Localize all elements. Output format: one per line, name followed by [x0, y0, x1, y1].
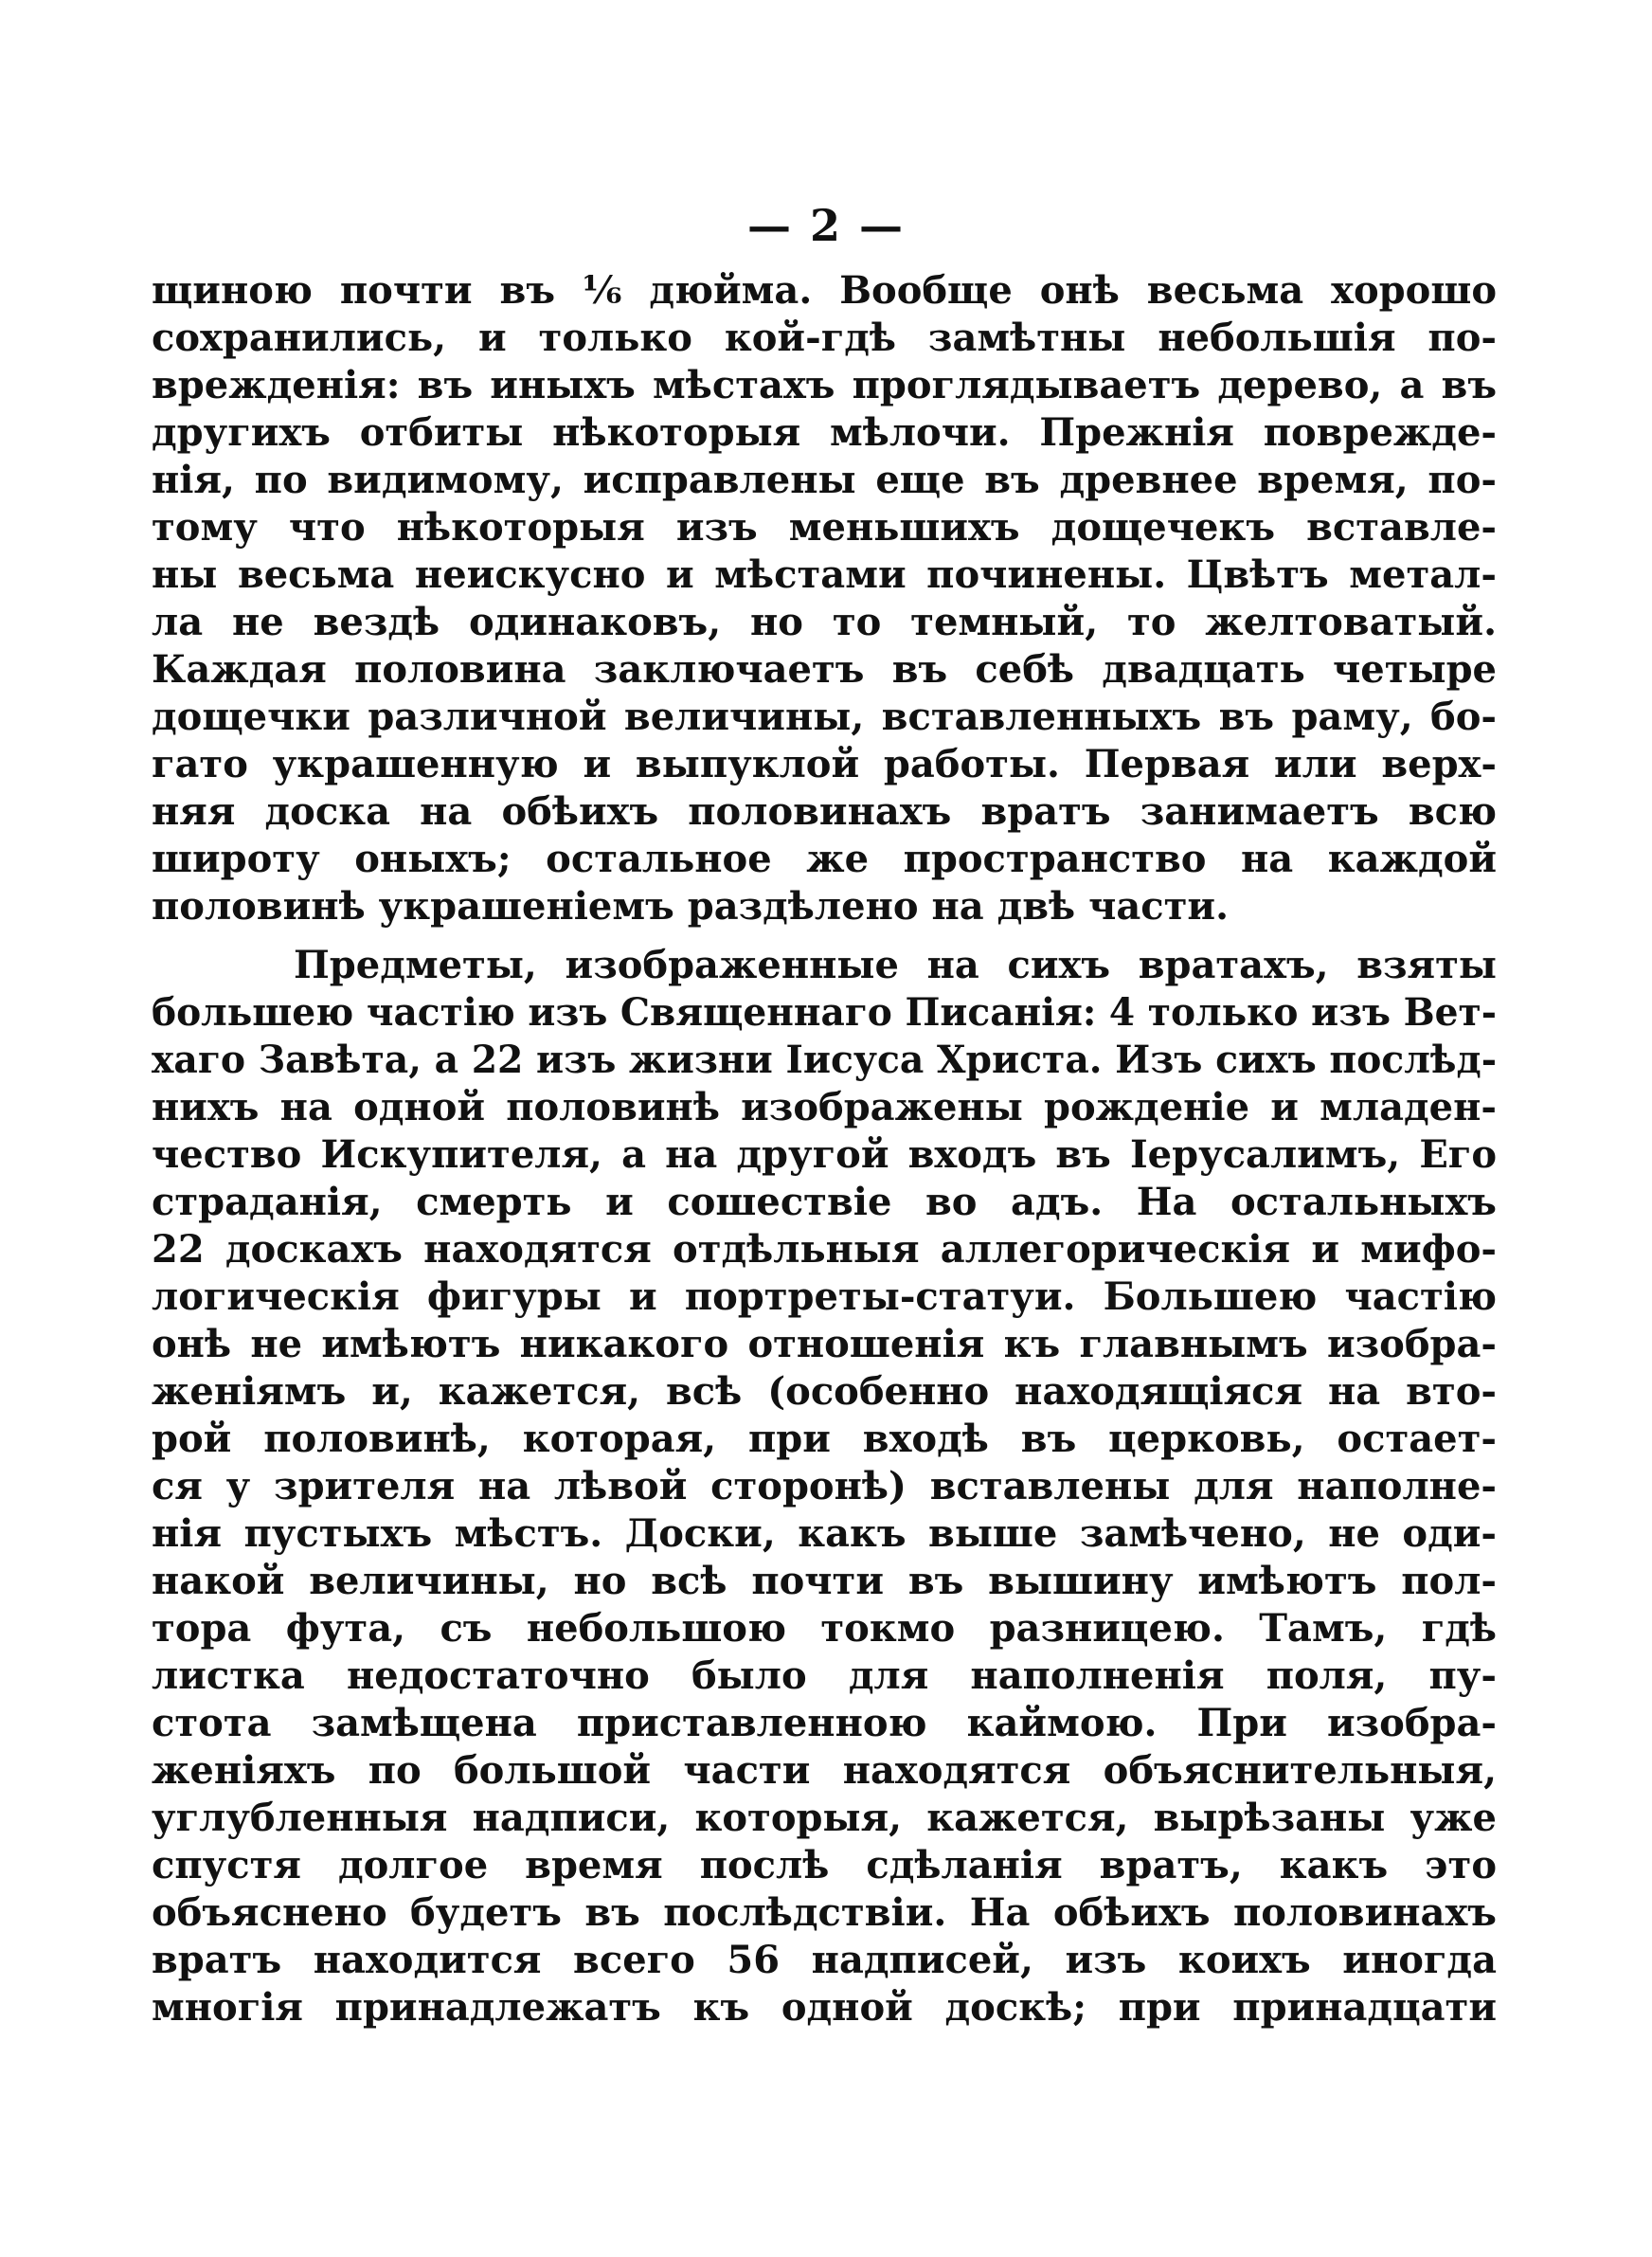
text-line: углубленныя надписи, которыя, кажется, вырѣзаны уже	[152, 1796, 1497, 1840]
text-line: няя доска на обѣихъ половинахъ вратъ занимаетъ всю	[152, 789, 1497, 834]
text-line: большею частію изъ Священнаго Писанія: 4 только изъ Вет-	[152, 990, 1497, 1035]
text-line: листка недостаточно было для наполненія поля, пу-	[152, 1653, 1497, 1698]
text-line: другихъ отбиты нѣкоторыя мѣлочи. Прежнія поврежде-	[152, 410, 1497, 455]
text-line: нихъ на одной половинѣ изображены рожденіе и младен-	[152, 1085, 1497, 1129]
text-line: щиною почти въ ⅙ дюйма. Вообще онѣ весьма хорошо	[152, 268, 1497, 313]
text-line: хаго Завѣта, а 22 изъ жизни Іисуса Христа. Изъ сихъ послѣд-	[152, 1038, 1497, 1082]
text-line: сохранились, и только кой-гдѣ замѣтны небольшія по-	[152, 316, 1497, 360]
text-line: спустя долгое время послѣ сдѣланія вратъ, какъ это	[152, 1843, 1497, 1887]
text-line: нія пустыхъ мѣстъ. Доски, какъ выше замѣчено, не оди-	[152, 1511, 1497, 1556]
paragraph-1	[152, 267, 1497, 930]
body-text	[152, 267, 1497, 2031]
text-line: половинѣ украшеніемъ раздѣлено на двѣ части.	[152, 884, 1230, 929]
text-line: широту оныхъ; остальное же пространство на каждой	[152, 837, 1497, 881]
text-line: Каждая половина заключаетъ въ себѣ двадцать четыре	[152, 647, 1497, 692]
text-line: нія, по видимому, исправлены еще въ древнее время, по-	[152, 458, 1497, 502]
text-line: дощечки различной величины, вставленныхъ въ раму, бо-	[152, 695, 1497, 739]
text-line: гато украшенную и выпуклой работы. Первая или верх-	[152, 742, 1497, 786]
text-line: тора фута, съ небольшою токмо разницею. Тамъ, гдѣ	[152, 1606, 1497, 1651]
text-line: 22 доскахъ находятся отдѣльныя аллегорическія и мифо-	[152, 1227, 1497, 1272]
text-line: чество Искупителя, а на другой входъ въ Іерусалимъ, Его	[152, 1132, 1497, 1177]
text-line: ся у зрителя на лѣвой сторонѣ) вставлены для наполне-	[152, 1464, 1497, 1508]
text-line: логическія фигуры и портреты-статуи. Большею частію	[152, 1274, 1497, 1319]
text-line: объяснено будетъ въ послѣдствіи. На обѣихъ половинахъ	[152, 1890, 1497, 1935]
text-line: женіямъ и, кажется, всѣ (особенно находящіяся на вто-	[152, 1369, 1497, 1414]
text-line: ла не вездѣ одинаковъ, но то темный, то желтоватый.	[152, 600, 1497, 644]
text-line: страданія, смерть и сошествіе во адъ. На остальныхъ	[152, 1180, 1497, 1224]
text-line: ны весьма неискусно и мѣстами починены. Цвѣтъ метал-	[152, 552, 1497, 597]
text-line: онѣ не имѣютъ никакого отношенія къ главнымъ изобра-	[152, 1322, 1497, 1366]
paragraph-2	[152, 942, 1497, 2031]
paragraph-gap	[152, 930, 1497, 942]
text-line: женіяхъ по большой части находятся объяснительныя,	[152, 1748, 1497, 1793]
text-line: стота замѣщена приставленною каймою. При изобра-	[152, 1701, 1497, 1745]
text-line: Предметы, изображенные на сихъ вратахъ, взяты	[294, 943, 1497, 987]
text-line: вратъ находится всего 56 надписей, изъ коихъ иногда	[152, 1938, 1497, 1982]
text-line: многія принадлежатъ къ одной доскѣ; при принадцати	[152, 1985, 1497, 2030]
text-line: тому что нѣкоторыя изъ меньшихъ дощечекъ вставле-	[152, 505, 1497, 550]
text-line: рой половинѣ, которая, при входѣ въ церковь, остает-	[152, 1417, 1497, 1461]
page-number-header: — 2 —	[746, 200, 906, 251]
text-line: врежденія: въ иныхъ мѣстахъ проглядываетъ дерево, а въ	[152, 363, 1497, 407]
text-line: накой величины, но всѣ почти въ вышину имѣютъ пол-	[152, 1559, 1497, 1603]
